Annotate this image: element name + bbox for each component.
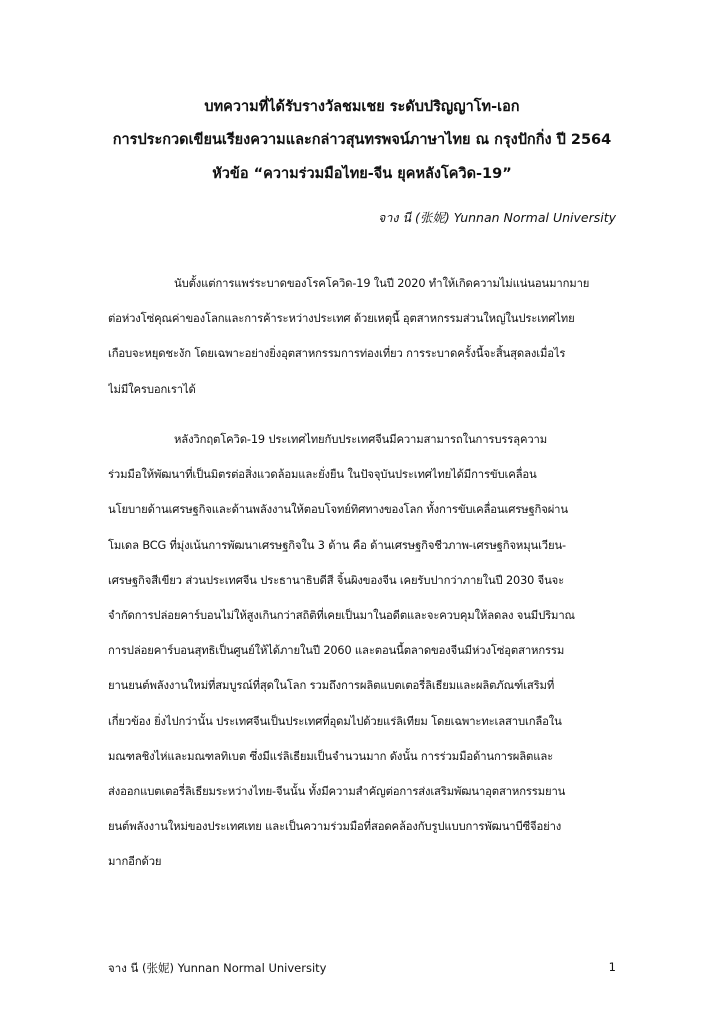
text-line: จำกัดการปล่อยคาร์บอนไม่ให้สูงเกินกว่าสถิติที่เคยเป็นมาในอดีตและจะควบคุมให้ลดลง จนมีปริมาณ [108,608,575,622]
title-contest-line: การประกวดเขียนเรียงความและกล่าวสุนทรพจน์ภาษาไทย ณ กรุงปักกิ่ง ปี 2564 [112,132,612,148]
title-award-line: บทความที่ได้รับรางวัลชมเชย ระดับปริญญาโท-เอก [204,99,520,115]
text-line: ยานยนต์พลังงานใหม่ที่สมบูรณ์ที่สุดในโลก รวมถึงการผลิตแบตเตอรี่ลิเธียมและผลิตภัณฑ์เสริมที่ [108,679,555,693]
author-line: จาง นี (张妮) Yunnan Normal University [378,210,616,225]
text-line: ไม่มีใครบอกเราได้ [108,382,196,396]
paragraph-2 [108,431,618,888]
text-line: ยนต์พลังงานใหม่ของประเทศเทย และเป็นความร่วมมือที่สอดคล้องกับรูปแบบการพัฒนาบีซีจีอย่าง [108,820,562,834]
text-line: มากอีกด้วย [108,855,162,869]
text-line: ต่อห่วงโซ่คุณค่าของโลกและการค้าระหว่างประเทศ ด้วยเหตุนี้ อุตสาหกรรมส่วนใหญ่ในประเทศไทย [108,312,575,326]
text-line: นโยบายด้านเศรษฐกิจและด้านพลังงานให้ตอบโจทย์ทิศทางของโลก ทั้งการขับเคลื่อนเศรษฐกิจผ่าน [108,503,568,517]
text-line: มณฑลชิงไห่และมณฑลทิเบต ซึ่งมีแร่ลิเธียมเป็นจำนวนมาก ดังนั้น การร่วมมือด้านการผลิตและ [108,749,554,763]
page-number: 1 [608,960,616,974]
text-line: เศรษฐกิจสีเขียว ส่วนประเทศจีน ประธานาธิบดีสี จิ้นผิงของจีน เคยรับปากว่าภายในปี 2030 จีนจะ [108,573,565,587]
footer-author: จาง นี (张妮) Yunnan Normal University [108,961,327,975]
text-line: ส่งออกแบตเตอรี่ลิเธียมระหว่างไทย-จีนนั้น ทั้งมีความสำคัญต่อการส่งเสริมพัฒนาอุตสาหกรรมยาน [108,784,566,798]
paragraph-1 [108,275,618,416]
text-line: การปล่อยคาร์บอนสุทธิเป็นศูนย์ให้ได้ภายในปี 2060 และตอนนี้ตลาดของจีนมีห่วงโซ่อุตสาหกรรม [108,644,565,658]
text-line: หลังวิกฤตโควิด-19 ประเทศไทยกับประเทศจีนมีความสามารถในการบรรลุความ [174,433,548,446]
text-line: ร่วมมือให้พัฒนาที่เป็นมิตรต่อสิ่งแวดล้อมและยั่งยืน ในปัจจุบันประเทศไทยได้มีการขับเคลื่อน [108,468,537,482]
text-line: เกือบจะหยุดชะงัก โดยเฉพาะอย่างยิ่งอุตสาหกรรมการท่องเที่ยว การระบาดครั้งนี้จะสิ้นสุดลงเมื่อไร [108,347,566,361]
text-line: โมเดล BCG ที่มุ่งเน้นการพัฒนาเศรษฐกิจใน 3 ด้าน คือ ด้านเศรษฐกิจชีวภาพ-เศรษฐกิจหมุนเวียน- [108,538,566,552]
text-line: เกี่ยวข้อง ยิ่งไปกว่านั้น ประเทศจีนเป็นประเทศที่อุดมไปด้วยแร่ลิเทียม โดยเฉพาะทะเลสาบเกลือใน [108,714,562,728]
page-footer [108,960,616,978]
title-topic-line: หัวข้อ “ความร่วมมือไทย-จีน ยุคหลังโควิด-19” [212,166,512,182]
text-line: นับตั้งแต่การแพร่ระบาดของโรคโควิด-19 ในปี 2020 ทำให้เกิดความไม่แน่นอนมากมาย [174,277,590,290]
